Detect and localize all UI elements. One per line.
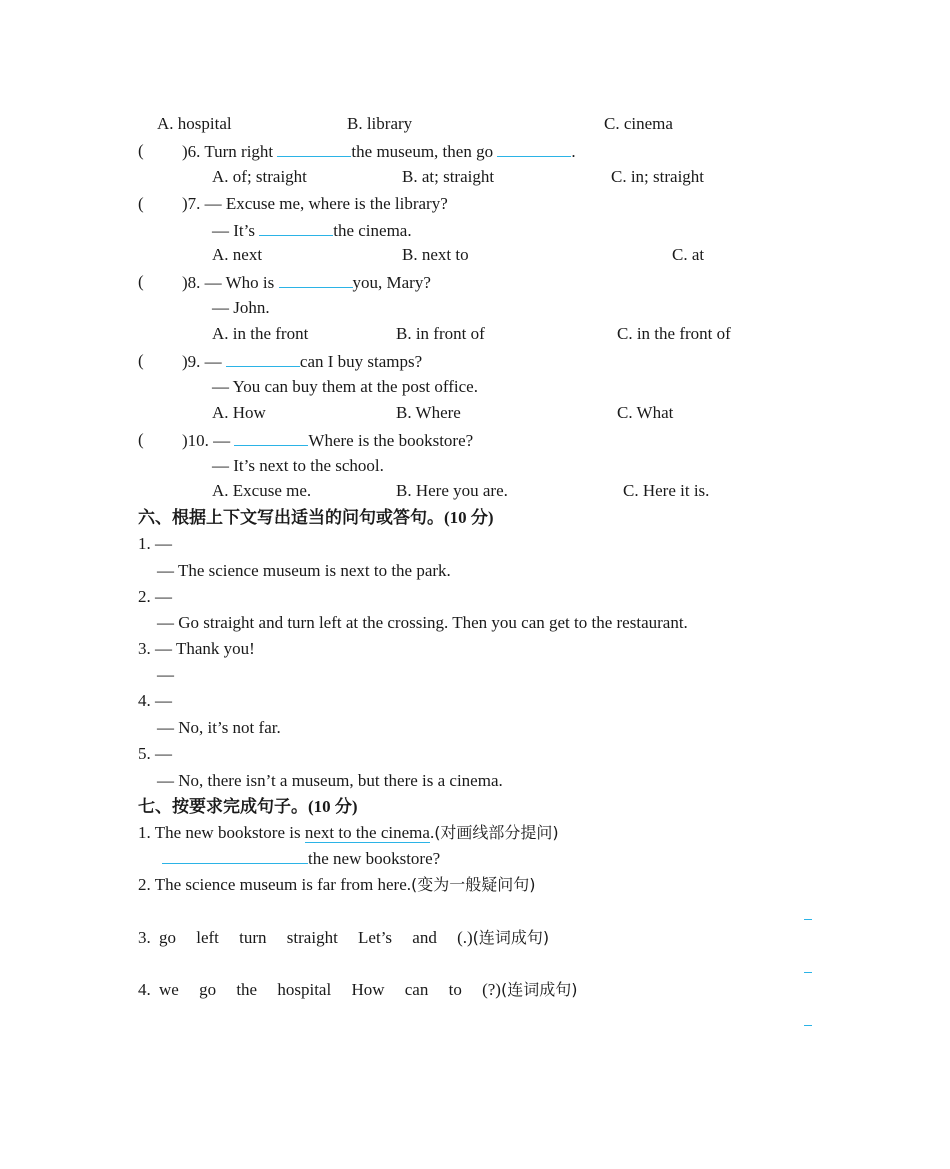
s6-a5: — No, there isn’t a museum, but there is a cinema. [157, 771, 503, 790]
s7-3-word: (.) [457, 928, 473, 947]
q7-answer-pre: — It’s [212, 221, 255, 240]
q9-paren: ( [138, 351, 144, 370]
s7-1-answer-text: the new bookstore? [308, 849, 441, 868]
q6-option-a: A. of; straight [212, 167, 307, 186]
q6-mid: the museum, then go [351, 142, 494, 161]
s7-4-num: 4. [138, 980, 151, 999]
q10-answer: — It’s next to the school. [212, 456, 384, 475]
q10-option-a: A. Excuse me. [212, 481, 312, 500]
s7-sentence-2 [138, 875, 536, 895]
s7-3-word: turn [239, 928, 267, 947]
q10-paren: ( [138, 430, 144, 449]
q10-number: )10. — [182, 431, 231, 450]
s6-a3: — [157, 665, 174, 684]
q9-blank[interactable] [226, 351, 300, 367]
q7-option-c: C. at [672, 245, 705, 264]
s7-1-note: (对画线部分提问) [434, 823, 559, 842]
section-7-title: 七、按要求完成句子。(10 分) [138, 797, 358, 816]
s7-4-word: How [351, 980, 385, 999]
q7-answer [212, 220, 412, 241]
s7-3-word: straight [286, 928, 338, 947]
q10-option-b: B. Here you are. [396, 481, 508, 500]
q9-answer: — You can buy them at the post office. [212, 377, 478, 396]
s7-3-word: Let’s [358, 928, 393, 947]
q8-option-a: A. in the front [212, 324, 309, 343]
q8-number: )8. — Who is [182, 273, 275, 292]
q7-paren: ( [138, 194, 144, 213]
s7-1-post: . [429, 823, 435, 842]
q6-number: )6. Turn right [182, 142, 274, 161]
q6-blank-2[interactable] [497, 141, 571, 157]
q10-question [182, 430, 473, 451]
s7-4-word: the [236, 980, 258, 999]
s7-1-answer [162, 848, 440, 869]
q9-option-b: B. Where [396, 403, 461, 422]
q6-paren: ( [138, 141, 144, 160]
q8-option-b: B. in front of [396, 324, 485, 343]
s6-q2: 2. — [138, 587, 172, 606]
q6-blank-1[interactable] [277, 141, 351, 157]
s6-a1: — The science museum is next to the park. [157, 561, 451, 580]
q5-option-c: C. cinema [604, 114, 673, 133]
answer-line-marker [804, 972, 812, 973]
q7-blank[interactable] [259, 220, 333, 236]
s7-4-word: to [448, 980, 462, 999]
q8-question [182, 272, 431, 293]
s7-1-blank[interactable] [162, 848, 308, 864]
q6-option-b: B. at; straight [402, 167, 495, 186]
q8-blank[interactable] [279, 272, 353, 288]
s7-4-word: (?) [482, 980, 501, 999]
s7-4-word: we [159, 980, 179, 999]
q6-end: . [571, 142, 576, 161]
s7-4-word: hospital [277, 980, 332, 999]
s7-2-note: (变为一般疑问句) [411, 875, 536, 894]
q10-post: Where is the bookstore? [308, 431, 474, 450]
s7-3-word: left [196, 928, 219, 947]
q5-option-b: B. library [347, 114, 413, 133]
q6-option-c: C. in; straight [611, 167, 705, 186]
q8-answer: — John. [212, 298, 270, 317]
s7-sentence-3 [138, 928, 549, 948]
q9-option-c: C. What [617, 403, 674, 422]
q8-post: you, Mary? [352, 273, 431, 292]
s6-q4: 4. — [138, 691, 172, 710]
s7-4-word: can [404, 980, 429, 999]
s7-4-word: go [199, 980, 217, 999]
s7-3-word: go [159, 928, 176, 947]
q9-post: can I buy stamps? [299, 352, 423, 371]
q10-option-c: C. Here it is. [623, 481, 710, 500]
s6-q3: 3. — Thank you! [138, 639, 255, 658]
s7-2-text: 2. The science museum is far from here. [138, 875, 412, 894]
s7-sentence-4 [138, 980, 577, 1000]
q9-question [182, 351, 422, 372]
q5-option-a: A. hospital [157, 114, 232, 133]
q9-number: )9. — [182, 352, 222, 371]
s6-a4: — No, it’s not far. [157, 718, 281, 737]
q7-question: )7. — Excuse me, where is the library? [182, 194, 448, 213]
q9-option-a: A. How [212, 403, 266, 422]
s7-1-underlined: next to the cinema [304, 823, 430, 842]
answer-line-marker [804, 919, 812, 920]
s7-3-word: and [412, 928, 437, 947]
q7-option-a: A. next [212, 245, 263, 264]
answer-line-marker [804, 1025, 812, 1026]
q10-blank[interactable] [234, 430, 308, 446]
s7-3-note: (连词成句) [472, 928, 550, 947]
s7-4-note: (连词成句) [500, 980, 578, 999]
section-6-title: 六、根据上下文写出适当的问句或答句。(10 分) [138, 508, 494, 527]
q6-question [182, 141, 576, 162]
s6-q1: 1. — [138, 534, 172, 553]
s7-1-pre: 1. The new bookstore is [138, 823, 305, 842]
q7-option-b: B. next to [402, 245, 469, 264]
q7-answer-post: the cinema. [333, 221, 412, 240]
s6-q5: 5. — [138, 744, 172, 763]
s7-sentence-1 [138, 823, 559, 843]
q8-paren: ( [138, 272, 144, 291]
s7-3-num: 3. [138, 928, 151, 947]
s6-a2: — Go straight and turn left at the crossing. Then you can get to the restaurant. [157, 613, 688, 632]
q8-option-c: C. in the front of [617, 324, 731, 343]
